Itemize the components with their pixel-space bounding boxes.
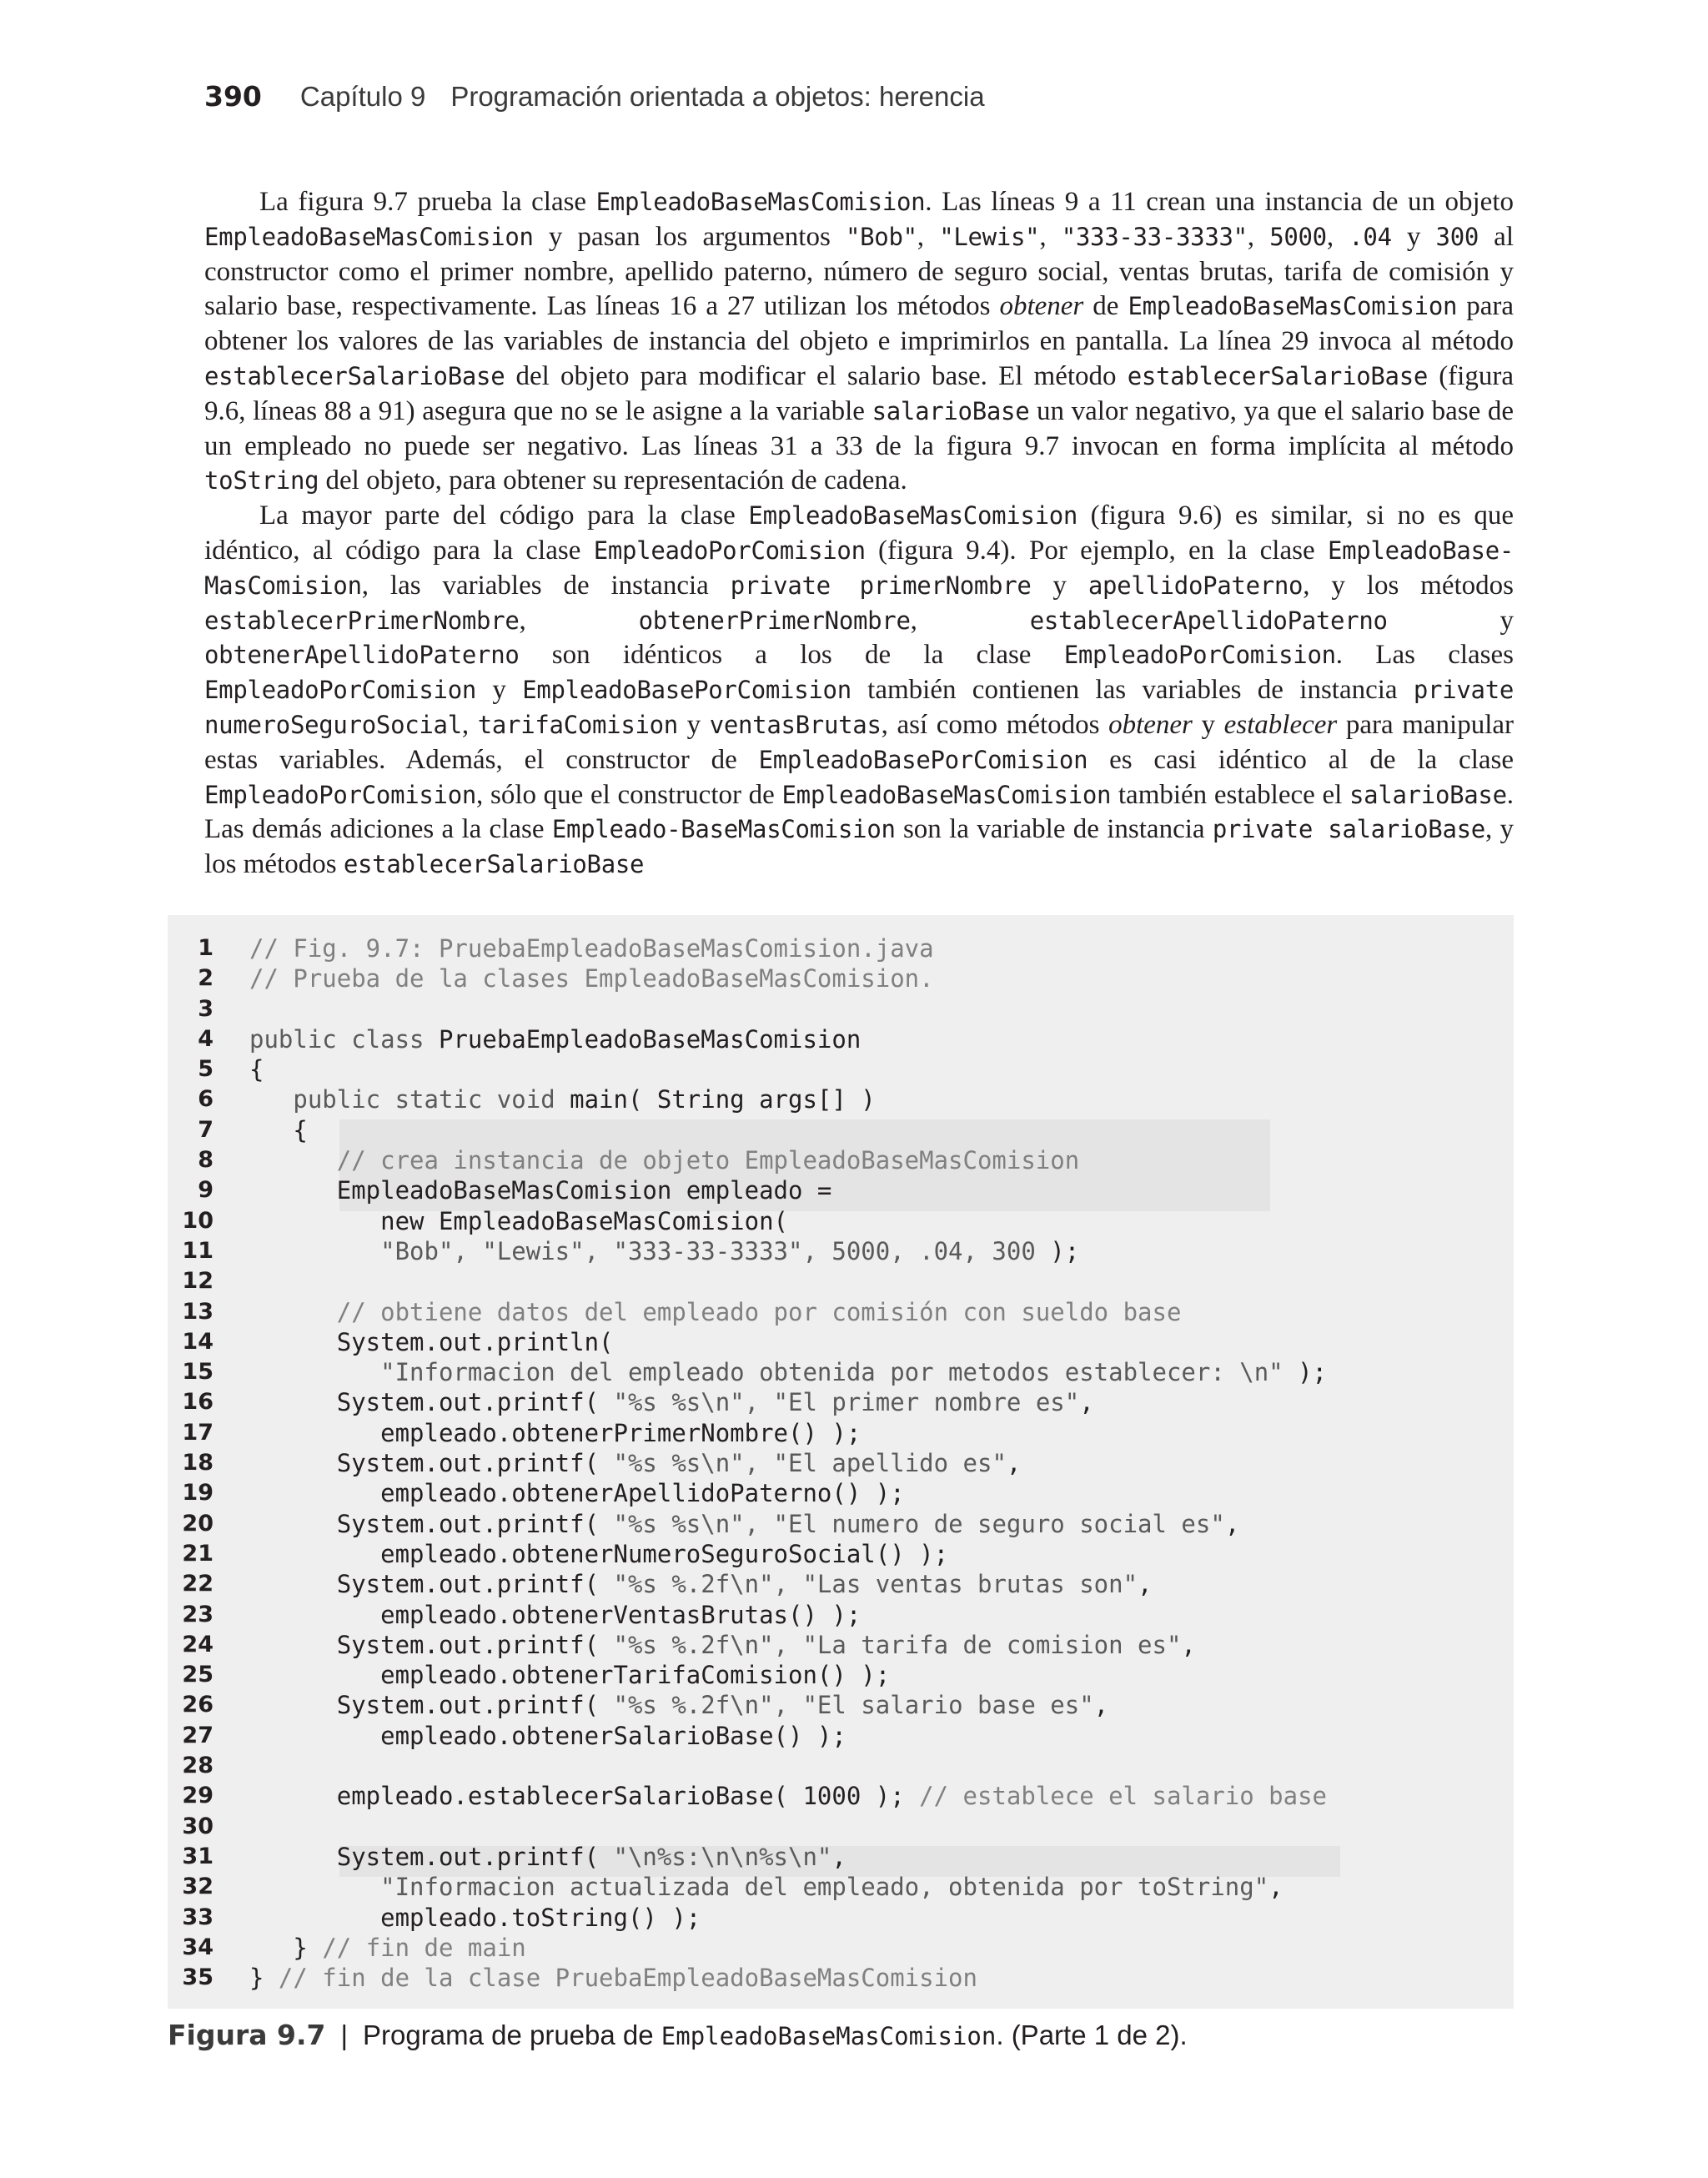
- code-token: System.out.printf(: [249, 1449, 614, 1478]
- text-run: son la variable de instancia: [895, 814, 1213, 845]
- code-text: [249, 1448, 1021, 1478]
- inline-code: EmpleadoPorComision: [1063, 641, 1336, 670]
- code-line: [168, 1842, 1514, 1872]
- code-text: [249, 1569, 1153, 1599]
- line-number: 15: [182, 1359, 214, 1386]
- code-line: [168, 1660, 1514, 1690]
- code-line: [168, 1327, 1514, 1357]
- line-number: 4: [198, 1025, 214, 1052]
- inline-code: ventasBrutas: [709, 710, 882, 739]
- code-string: "%s %s\n", "El apellido es": [613, 1449, 1007, 1478]
- code-string: "%s %.2f\n", "Las ventas brutas son": [613, 1570, 1138, 1599]
- text-run: ,: [461, 709, 478, 740]
- code-token: }: [249, 1933, 323, 1962]
- code-text: [249, 1933, 526, 1963]
- code-token: ,: [1224, 1509, 1240, 1538]
- text-run: La figura 9.7 prueba la clase: [259, 187, 596, 217]
- code-comment: // crea instancia de objeto EmpleadoBaseMasComision: [249, 1146, 1080, 1175]
- line-number: 14: [182, 1328, 214, 1355]
- paragraph-1: [204, 185, 1514, 499]
- code-line: [168, 933, 1514, 963]
- code-token: {: [249, 1115, 308, 1144]
- code-text: [249, 1963, 977, 1993]
- code-comment: // fin de main: [322, 1933, 526, 1962]
- code-token: System.out.printf(: [249, 1509, 614, 1538]
- code-line: [168, 1903, 1514, 1933]
- code-token: ,: [1079, 1388, 1094, 1417]
- code-text: [249, 1327, 614, 1357]
- inline-code: "333-33-3333": [1061, 222, 1248, 251]
- code-token: ,: [1093, 1691, 1109, 1720]
- code-text: [249, 1145, 1079, 1175]
- text-run: , sólo que el constructor de: [476, 779, 782, 810]
- inline-code: private numeroSeguroSocial: [204, 676, 1515, 739]
- code-token: System.out.printf(: [249, 1630, 614, 1659]
- emphasis: establecer: [1223, 709, 1338, 740]
- line-number: 2: [198, 965, 214, 992]
- code-line: [168, 1872, 1514, 1902]
- line-number: 18: [182, 1450, 214, 1476]
- code-token: EmpleadoBaseMasComision empleado =: [249, 1176, 832, 1205]
- code-string: "Informacion del empleado obtenida por metodos establecer: \n": [249, 1358, 1299, 1387]
- inline-code: EmpleadoPorComision: [204, 780, 477, 809]
- code-text: [249, 1630, 1196, 1660]
- inline-code: obtenerApellidoPaterno: [204, 641, 520, 670]
- code-token: ,: [1138, 1570, 1153, 1599]
- text-run: y: [1031, 570, 1088, 601]
- code-string: "Informacion actualizada del empleado, obtenida por toString": [249, 1873, 1269, 1902]
- line-number: 20: [182, 1510, 214, 1537]
- paragraph-2: [204, 499, 1514, 883]
- code-text: [249, 1024, 861, 1054]
- code-text: [249, 963, 934, 993]
- inline-code: establecerPrimerNombre: [204, 606, 520, 635]
- code-string: "%s %.2f\n", "La tarifa de comision es": [613, 1630, 1182, 1659]
- code-token: empleado.obtenerPrimerNombre() );: [249, 1418, 862, 1447]
- line-number: 28: [182, 1753, 214, 1779]
- code-string: "%s %.2f\n", "El salario base es": [613, 1691, 1094, 1720]
- code-token: System.out.printf(: [249, 1388, 614, 1417]
- code-text: [249, 1781, 1327, 1811]
- text-run: un valor negativo, ya que el salario base de un empleado no puede ser negativo. Las líneas 31 a 33 de la figura 9.7 invocan en forma implícita al método: [204, 395, 1515, 461]
- code-line: [168, 1024, 1514, 1054]
- code-text: [249, 1690, 1108, 1720]
- code-line: [168, 1206, 1514, 1236]
- chapter-title: Programación orientada a objetos: herencia: [450, 81, 985, 112]
- text-run: y: [1192, 709, 1224, 740]
- line-number: 27: [182, 1722, 214, 1748]
- code-line: [168, 1478, 1514, 1508]
- line-number: 7: [198, 1116, 214, 1143]
- page-number: 390: [204, 80, 262, 113]
- text-run: , y los métodos: [204, 814, 1515, 880]
- line-number: 17: [182, 1419, 214, 1446]
- code-text: [249, 933, 934, 963]
- code-line: [168, 1963, 1514, 1993]
- text-run: y: [476, 675, 523, 706]
- code-line: [168, 1448, 1514, 1478]
- inline-code: private salarioBase: [1212, 815, 1485, 844]
- code-line: [168, 1418, 1514, 1448]
- line-number: 12: [182, 1268, 214, 1295]
- chapter-label: Capítulo 9: [299, 81, 426, 112]
- code-line: [168, 1054, 1514, 1084]
- code-string: "Bob", "Lewis", "333-33-3333", 5000, .04, 300: [249, 1236, 1051, 1265]
- code-line: [168, 1781, 1514, 1811]
- line-number: 5: [198, 1056, 214, 1083]
- text-run: para manipular estas variables. Además, el constructor de: [204, 709, 1515, 775]
- code-text: [249, 1600, 861, 1630]
- inline-code: establecerSalarioBase: [343, 850, 645, 879]
- text-run: de: [1083, 291, 1128, 322]
- text-run: , y los métodos: [1303, 570, 1515, 601]
- code-text: [249, 1872, 1284, 1902]
- inline-code: apellidoPaterno: [1088, 571, 1304, 600]
- inline-code: EmpleadoBaseMasComision: [748, 501, 1078, 531]
- text-run: y: [1387, 605, 1515, 636]
- code-line: [168, 1357, 1514, 1387]
- text-run: ,: [1247, 221, 1270, 252]
- code-text: [249, 1357, 1327, 1387]
- code-line: [168, 1297, 1514, 1327]
- line-number: 24: [182, 1631, 214, 1657]
- inline-code: "Bob": [845, 222, 917, 251]
- text-run: también contienen las variables de instancia: [851, 675, 1414, 706]
- code-line: [168, 1387, 1514, 1417]
- code-text: [249, 1660, 890, 1690]
- code-text: [249, 1387, 1094, 1417]
- code-lines: [168, 933, 1514, 1993]
- line-number: 21: [182, 1540, 214, 1567]
- code-token: );: [1298, 1358, 1328, 1387]
- code-token: ,: [831, 1842, 846, 1871]
- code-line: [168, 1933, 1514, 1963]
- text-run: y: [1391, 221, 1436, 252]
- code-text: [249, 1721, 846, 1751]
- code-comment: // obtiene datos del empleado por comisión con sueldo base: [249, 1297, 1182, 1326]
- inline-code: private primerNombre: [730, 571, 1032, 600]
- inline-code: establecerApellidoPaterno: [1029, 606, 1388, 635]
- code-line: [168, 1600, 1514, 1630]
- code-line: [168, 1690, 1514, 1720]
- code-token: System.out.printf(: [249, 1842, 614, 1871]
- code-text: [249, 1539, 948, 1569]
- line-number: 30: [182, 1813, 214, 1839]
- code-token: ,: [1268, 1873, 1284, 1902]
- inline-code: EmpleadoBaseMasComision: [595, 188, 926, 216]
- text-run: del objeto para modificar el salario base. El método: [505, 360, 1128, 391]
- text-run: ,: [519, 605, 639, 636]
- code-comment: // establece el salario base: [919, 1782, 1328, 1811]
- code-token: PruebaEmpleadoBaseMasComision: [438, 1024, 862, 1054]
- inline-code: obtenerPrimerNombre: [638, 606, 911, 635]
- line-number: 29: [182, 1783, 214, 1809]
- text-run: . Las clases: [1335, 640, 1514, 671]
- code-token: empleado.obtenerVentasBrutas() );: [249, 1600, 862, 1629]
- text-run: (figura 9.6) es similar, si no es que idéntico, al código para la clase: [204, 500, 1514, 566]
- line-number: 6: [198, 1086, 214, 1113]
- code-line: [168, 1236, 1514, 1266]
- text-run: ,: [917, 221, 940, 252]
- code-line: [168, 1084, 1514, 1114]
- code-token: empleado.obtenerTarifaComision() );: [249, 1661, 891, 1690]
- line-number: 3: [198, 995, 214, 1022]
- inline-code: EmpleadoPorComision: [204, 676, 477, 705]
- text-run: ,: [910, 605, 1030, 636]
- inline-code: salarioBase: [872, 396, 1030, 425]
- code-line: [168, 1751, 1514, 1781]
- inline-code: EmpleadoBasePorComision: [522, 676, 851, 705]
- text-run: , las variables de instancia: [361, 570, 731, 601]
- inline-code: salarioBase: [1349, 780, 1507, 809]
- code-text: [249, 1478, 905, 1508]
- text-run: La mayor parte del código para la clase: [259, 500, 749, 531]
- text-run: . Las demás adiciones a la clase: [204, 779, 1515, 845]
- code-string: "%s %s\n", "El numero de seguro social es": [613, 1509, 1225, 1538]
- caption-text-after: . (Parte 1 de 2).: [996, 2020, 1188, 2050]
- code-text: [249, 1175, 831, 1205]
- line-number: 8: [198, 1147, 214, 1174]
- code-listing: [168, 915, 1514, 2009]
- code-token: empleado.establecerSalarioBase( 1000 );: [249, 1782, 920, 1811]
- code-token: main( String args[] ): [570, 1085, 876, 1114]
- figure-label: Figura 9.7: [168, 2019, 326, 2051]
- inline-code: establecerSalarioBase: [1127, 361, 1429, 390]
- inline-code: EmpleadoBaseMasComision: [781, 780, 1112, 809]
- inline-code: Empleado-BaseMasComision: [551, 815, 896, 844]
- code-text: [249, 1903, 701, 1933]
- code-keyword: public class: [249, 1024, 439, 1054]
- code-token: {: [249, 1055, 264, 1084]
- text-run: para obtener los valores de las variables de instancia del objeto e imprimirlos en pantalla. La línea 29 invoca al método: [204, 291, 1514, 357]
- code-line: [168, 1721, 1514, 1751]
- code-token: System.out.println(: [249, 1327, 614, 1356]
- code-string: "\n%s:\n\n%s\n": [613, 1842, 832, 1871]
- line-number: 1: [198, 935, 214, 961]
- code-token: empleado.obtenerApellidoPaterno() );: [249, 1479, 905, 1508]
- code-line: [168, 1145, 1514, 1175]
- caption-text-before: Programa de prueba de: [363, 2020, 661, 2050]
- code-line: [168, 1812, 1514, 1842]
- code-token: System.out.printf(: [249, 1691, 614, 1720]
- line-number: 11: [182, 1237, 214, 1264]
- caption-code: EmpleadoBaseMasComision: [661, 2022, 997, 2050]
- code-text: [249, 1509, 1239, 1539]
- inline-code: EmpleadoBasePorComision: [758, 745, 1088, 774]
- code-token: System.out.printf(: [249, 1570, 614, 1599]
- line-number: 10: [182, 1207, 214, 1234]
- line-number: 9: [198, 1177, 214, 1204]
- code-line: [168, 1509, 1514, 1539]
- inline-code: EmpleadoBase-MasComision: [204, 536, 1515, 600]
- code-token: empleado.obtenerSalarioBase() );: [249, 1721, 846, 1750]
- code-text: [249, 1297, 1181, 1327]
- inline-code: toString: [204, 466, 319, 495]
- code-text: [249, 1418, 861, 1448]
- line-number: 35: [182, 1964, 214, 1991]
- code-comment: // Prueba de la clases EmpleadoBaseMasComision.: [249, 964, 934, 993]
- inline-code: "Lewis": [939, 222, 1040, 251]
- line-number: 32: [182, 1874, 214, 1900]
- caption-separator: |: [340, 2020, 349, 2050]
- code-token: );: [1050, 1236, 1080, 1265]
- code-line: [168, 1539, 1514, 1569]
- code-line: [168, 1175, 1514, 1205]
- line-number: 34: [182, 1934, 214, 1960]
- text-run: es casi idéntico al de la clase: [1088, 744, 1514, 775]
- code-token: empleado.obtenerNumeroSeguroSocial() );: [249, 1539, 949, 1568]
- line-number: 25: [182, 1662, 214, 1688]
- code-token: ,: [1006, 1449, 1022, 1478]
- code-text: [249, 1115, 308, 1145]
- text-run: al constructor como el primer nombre, apellido paterno, número de seguro social, ventas brutas, tarifa de comisión y salario base, respectivamente. Las líneas 16 a 27 utilizan los métodos: [204, 221, 1515, 322]
- text-run: del objeto, para obtener su representación de cadena.: [319, 465, 907, 496]
- running-header: [204, 80, 985, 122]
- code-token: empleado.toString() );: [249, 1903, 701, 1932]
- inline-code: establecerSalarioBase: [204, 361, 505, 390]
- code-text: [249, 1842, 846, 1872]
- line-number: 16: [182, 1389, 214, 1416]
- text-run: . Las líneas 9 a 11 crean una instancia de un objeto: [925, 187, 1514, 217]
- text-run: ,: [1039, 221, 1062, 252]
- line-number: 22: [182, 1571, 214, 1597]
- code-text: [249, 1054, 264, 1084]
- emphasis: obtener: [999, 291, 1084, 322]
- line-number: 23: [182, 1601, 214, 1627]
- code-text: [249, 1206, 788, 1236]
- inline-code: .04: [1349, 222, 1392, 251]
- text-run: ,: [1326, 221, 1349, 252]
- code-line: [168, 1115, 1514, 1145]
- text-run: y pasan los argumentos: [533, 221, 846, 252]
- text-run: también establece el: [1111, 779, 1349, 810]
- line-number: 19: [182, 1480, 214, 1506]
- text-run: , así como métodos: [881, 709, 1109, 740]
- line-number: 33: [182, 1904, 214, 1930]
- code-line: [168, 1266, 1514, 1296]
- code-text: [249, 1236, 1079, 1266]
- inline-code: EmpleadoPorComision: [593, 536, 866, 565]
- inline-code: EmpleadoBaseMasComision: [204, 222, 534, 251]
- inline-code: tarifaComision: [477, 710, 678, 739]
- code-token: ,: [1181, 1630, 1196, 1659]
- code-comment: // fin de la clase PruebaEmpleadoBaseMasComision: [278, 1964, 977, 1993]
- text-run: y: [677, 709, 710, 740]
- code-line: [168, 963, 1514, 993]
- text-run: son idénticos a los de la clase: [519, 640, 1064, 671]
- text-run: (figura 9.4). Por ejemplo, en la clase: [865, 535, 1328, 566]
- code-text: [249, 1084, 876, 1114]
- inline-code: EmpleadoBaseMasComision: [1128, 292, 1458, 321]
- code-line: [168, 1569, 1514, 1599]
- code-token: }: [249, 1964, 279, 1993]
- line-number: 31: [182, 1843, 214, 1869]
- line-number: 13: [182, 1298, 214, 1325]
- code-string: "%s %s\n", "El primer nombre es": [613, 1388, 1080, 1417]
- code-line: [168, 1630, 1514, 1660]
- code-keyword: public static void: [249, 1085, 570, 1114]
- inline-code: 5000: [1269, 222, 1327, 251]
- emphasis: obtener: [1108, 709, 1193, 740]
- code-token: new EmpleadoBaseMasComision(: [249, 1206, 789, 1235]
- body-text: [204, 185, 1514, 883]
- inline-code: 300: [1435, 222, 1479, 251]
- code-line: [168, 994, 1514, 1024]
- code-comment: // Fig. 9.7: PruebaEmpleadoBaseMasComision.java: [249, 934, 934, 963]
- line-number: 26: [182, 1692, 214, 1718]
- text-run: (figura 9.6, líneas 88 a 91) asegura que no se le asigne a la variable: [204, 360, 1514, 426]
- figure-caption: [168, 2017, 1188, 2055]
